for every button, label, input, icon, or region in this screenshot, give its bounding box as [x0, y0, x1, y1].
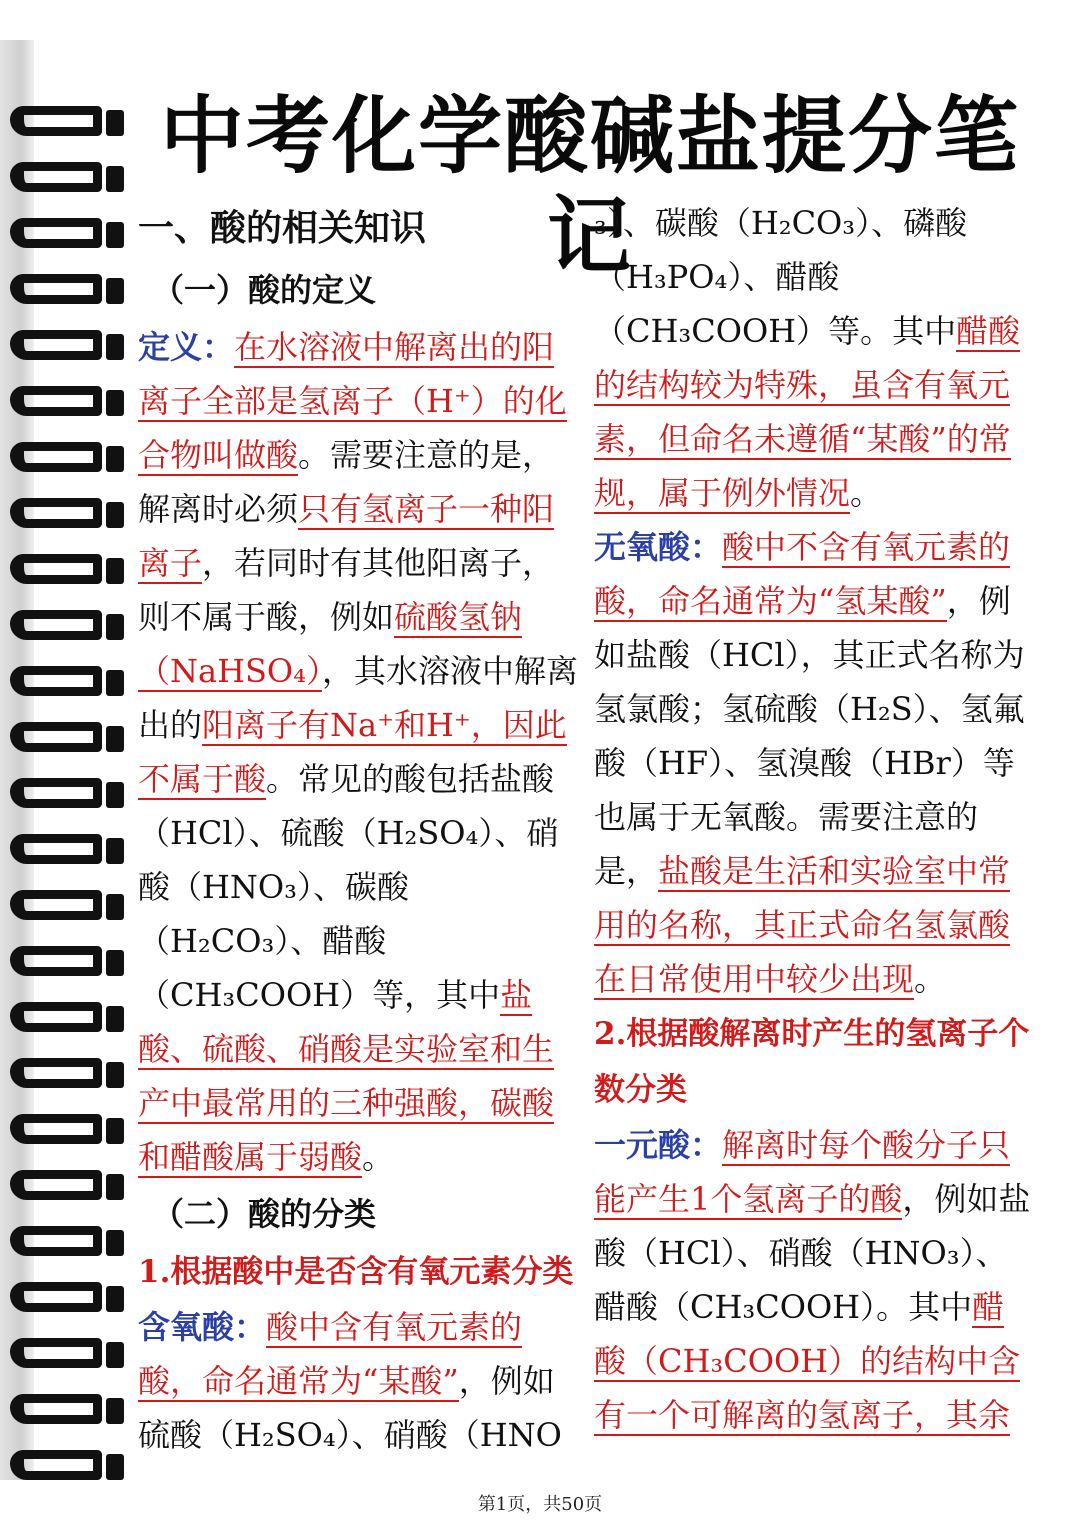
ring-hole — [106, 1398, 124, 1424]
monoprotic-term: 一元酸： — [594, 1126, 723, 1164]
highlight: 盐酸、硫酸、硝酸是实验室和生产中最常用的三种强酸，碳酸和醋酸属于弱酸 — [138, 976, 555, 1176]
ring-hole — [106, 558, 124, 584]
ring-hole — [106, 1118, 124, 1144]
binding-ring — [10, 890, 120, 934]
ring-hole — [106, 1174, 124, 1200]
ring-loop — [10, 946, 102, 976]
highlight: 醋酸（CH₃COOH）的结构中含有一个可解离的氢离子，其余 — [594, 1288, 1021, 1434]
binding-ring — [10, 1002, 120, 1046]
ring-loop — [10, 1114, 102, 1144]
subsection-heading-definition: （一）酸的定义 — [152, 271, 377, 309]
ring-loop — [10, 1058, 102, 1088]
binding-ring — [10, 1394, 120, 1438]
ring-hole — [106, 1230, 124, 1256]
highlight: 阳离子有Na⁺和H⁺，因此不属于酸 — [138, 706, 567, 798]
binding-ring — [10, 778, 120, 822]
left-column — [138, 196, 578, 1462]
binding-ring — [10, 386, 120, 430]
ring-hole — [106, 726, 124, 752]
highlight: 在水溶液中解离出的阳离子全部是氢离子（H⁺）的化合物叫做酸 — [138, 328, 567, 474]
ring-loop — [10, 666, 102, 696]
ring-loop — [10, 274, 102, 304]
highlight: 解离时每个酸分子只能产生1个氢离子的酸 — [594, 1126, 1011, 1218]
ring-hole — [106, 390, 124, 416]
body-text: ，若同时有其他阳离子，则不属于酸，例如 — [138, 544, 555, 636]
ring-hole — [106, 670, 124, 696]
oxyacid-term: 含氧酸： — [138, 1308, 267, 1346]
ring-loop — [10, 610, 102, 640]
binding-ring — [10, 218, 120, 262]
section-heading-acid: 一、酸的相关知识 — [138, 207, 427, 249]
body-text: 。 — [362, 1138, 395, 1176]
ring-loop — [10, 722, 102, 752]
page-title: 中考化学酸碱盐提分笔记 — [159, 87, 1020, 285]
ring-hole — [106, 1286, 124, 1312]
ring-loop — [10, 162, 102, 192]
binding-ring — [10, 274, 120, 318]
body-text: ₃）、碳酸（H₂CO₃）、磷酸（H₃PO₄）、醋酸（CH₃COOH）等。其中 — [594, 204, 968, 350]
body-text: ，例如盐酸（HCl），其正式名称为氢氯酸；氢硫酸（H₂S）、氢氟酸（HF）、氢溴酸（HBr）等也属于无氧酸。需要注意的是， — [594, 582, 1025, 890]
binding-ring — [10, 1282, 120, 1326]
ring-loop — [10, 218, 102, 248]
highlight: 醋酸的结构较为特殊，虽含有氧元素，但命名未遵循“某酸”的常规，属于例外情况 — [594, 312, 1021, 512]
oxyacid-paragraph — [138, 1300, 578, 1462]
binding-ring — [10, 946, 120, 990]
body-text: ，例如硫酸（H₂SO₄）、硝酸（HNO — [138, 1362, 562, 1454]
ring-hole — [106, 1062, 124, 1088]
ring-loop — [10, 1226, 102, 1256]
ring-loop — [10, 890, 102, 920]
ring-loop — [10, 1170, 102, 1200]
ring-loop — [10, 778, 102, 808]
oxyacid-continued-paragraph — [594, 196, 1034, 520]
ring-loop — [10, 442, 102, 472]
body-text: 。需要注意的是，解离时必须 — [138, 436, 555, 528]
body-text: 。常见的酸包括盐酸（HCl）、硫酸（H₂SO₄）、硝酸（HNO₃）、碳酸（H₂CO₃）、醋酸（CH₃COOH）等，其中 — [138, 760, 559, 1014]
binding-ring — [10, 442, 120, 486]
binding-ring — [10, 1226, 120, 1270]
binding-ring — [10, 610, 120, 654]
ring-hole — [106, 446, 124, 472]
body-text: ，例如盐酸（HCl）、硝酸（HNO₃）、醋酸（CH₃COOH）。其中 — [594, 1180, 1031, 1326]
non-oxyacid-term: 无氧酸： — [594, 528, 723, 566]
binding-ring — [10, 330, 120, 374]
binding-ring — [10, 1450, 120, 1494]
ring-loop — [10, 330, 102, 360]
ring-hole — [106, 838, 124, 864]
ring-loop — [10, 1394, 102, 1424]
ring-loop — [10, 1338, 102, 1368]
binding-ring — [10, 1338, 120, 1382]
binding-ring — [10, 1170, 120, 1214]
binding-ring — [10, 106, 120, 150]
body-text: 。 — [850, 474, 883, 512]
binding-ring — [10, 498, 120, 542]
binding-ring — [10, 1114, 120, 1158]
ring-hole — [106, 950, 124, 976]
highlight: 硫酸氢钠（NaHSO₄） — [138, 598, 523, 690]
ring-loop — [10, 1450, 102, 1480]
ring-hole — [106, 1454, 124, 1480]
highlight: 酸中不含有氧元素的酸，命名通常为“氢某酸” — [594, 528, 1011, 620]
ring-loop — [10, 1282, 102, 1312]
binding-ring — [10, 162, 120, 206]
ring-hole — [106, 894, 124, 920]
subsection-heading-classification: （二）酸的分类 — [152, 1195, 377, 1233]
body-text: 。 — [914, 960, 947, 998]
monoprotic-paragraph — [594, 1118, 1034, 1442]
page-footer: 第1页，共50页 — [477, 1494, 603, 1515]
ring-hole — [106, 614, 124, 640]
ring-loop — [10, 498, 102, 528]
ring-hole — [106, 1006, 124, 1032]
binding-ring — [10, 722, 120, 766]
spiral-binding — [0, 40, 130, 1480]
ring-loop — [10, 554, 102, 584]
ring-hole — [106, 1342, 124, 1368]
ring-loop — [10, 106, 102, 136]
right-column — [594, 196, 1034, 1442]
body-text: ，其水溶液中解离出的 — [138, 652, 578, 744]
binding-ring — [10, 666, 120, 710]
ring-loop — [10, 386, 102, 416]
ring-hole — [106, 502, 124, 528]
highlight: 只有氢离子一种阳离子 — [138, 490, 555, 582]
ring-hole — [106, 782, 124, 808]
definition-paragraph — [138, 320, 578, 1184]
classification-heading-hydrogen: 2.根据酸解离时产生的氢离子个数分类 — [594, 1016, 1030, 1108]
binding-ring — [10, 554, 120, 598]
binding-ring — [10, 1058, 120, 1102]
ring-loop — [10, 1002, 102, 1032]
ring-hole — [106, 334, 124, 360]
non-oxyacid-paragraph — [594, 520, 1034, 1006]
classification-heading-oxygen: 1.根据酸中是否含有氧元素分类 — [138, 1254, 574, 1290]
highlight: 盐酸是生活和实验室中常用的名称，其正式命名氢氯酸在日常使用中较少出现 — [594, 852, 1011, 998]
definition-term: 定义： — [138, 328, 235, 366]
highlight: 酸中含有氧元素的酸，命名通常为“某酸” — [138, 1308, 523, 1400]
ring-loop — [10, 834, 102, 864]
binding-ring — [10, 834, 120, 878]
